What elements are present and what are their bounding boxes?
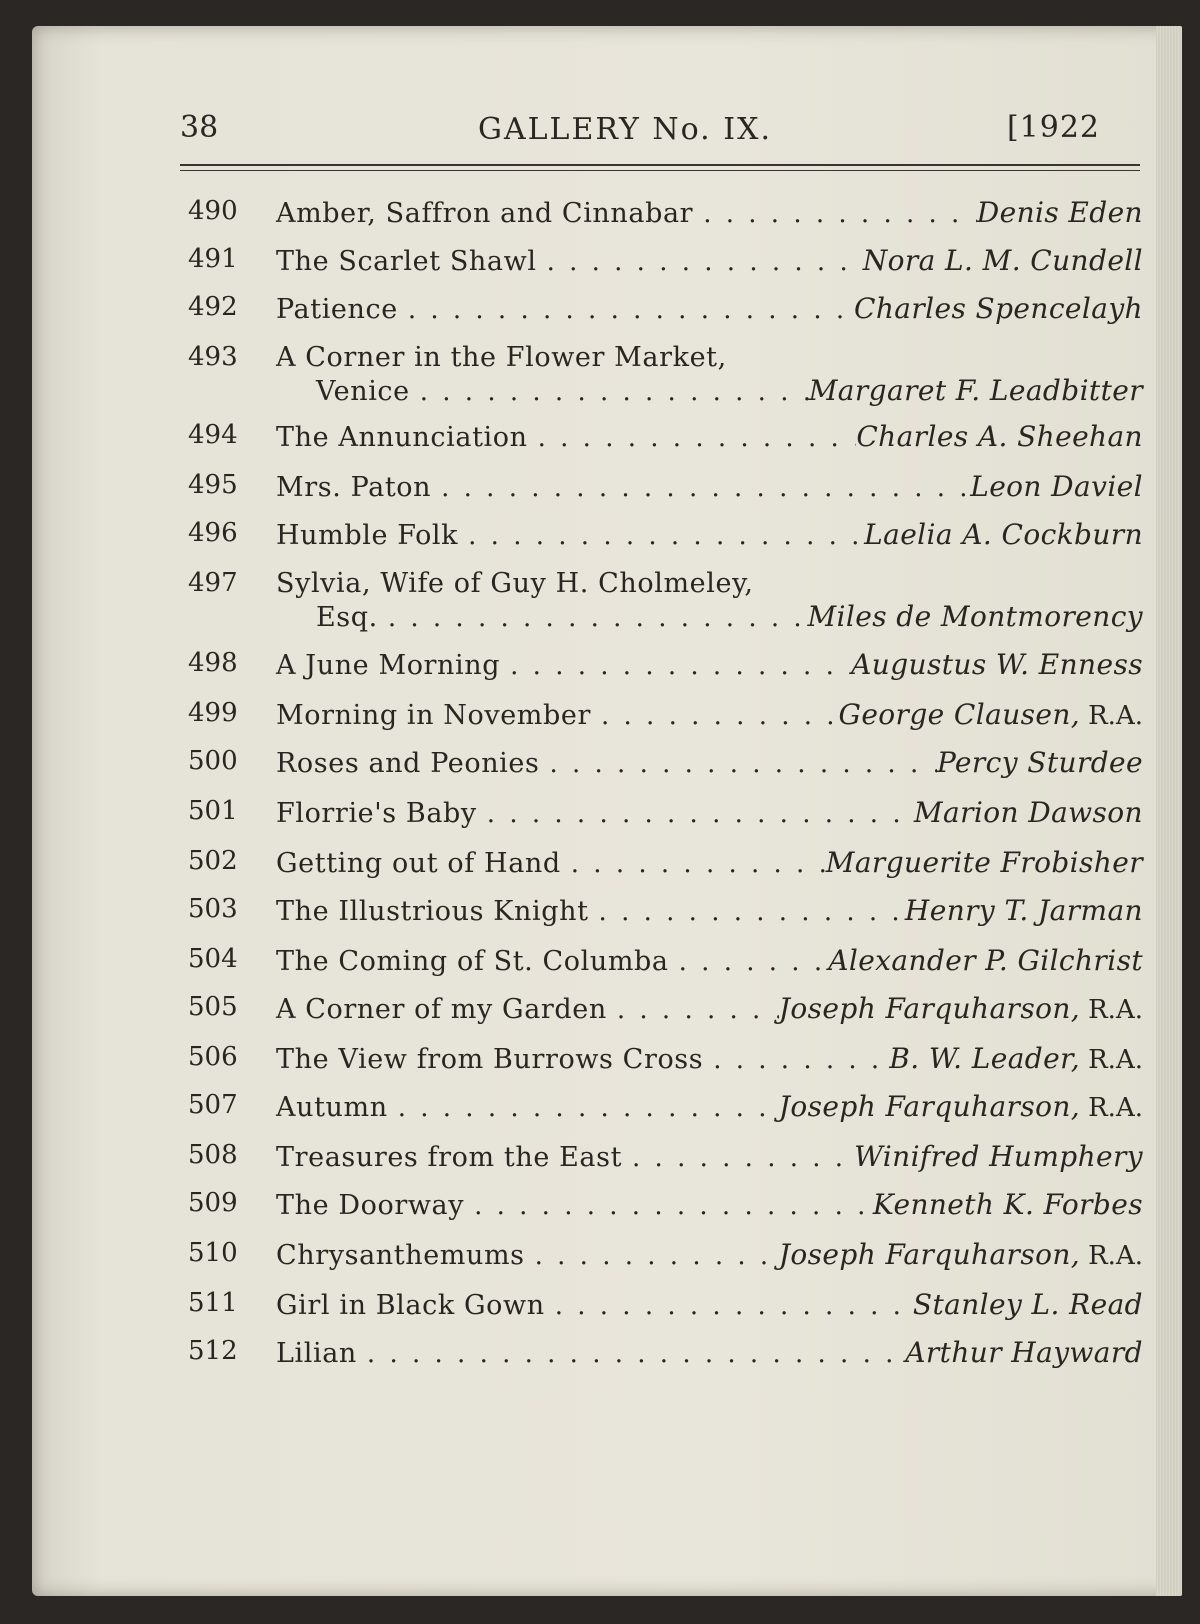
entry-artist: Kenneth K. Forbes [872,1188,1143,1221]
leader-dots [431,473,970,503]
entry-line [276,1288,1143,1328]
catalogue-entry [188,846,1143,886]
entry-title: The Annunciation [276,422,528,453]
entry-line [276,1140,1143,1180]
entry-number: 504 [188,944,238,974]
catalogue-entry [188,1042,1143,1082]
entry-artist: Margaret F. Leadbitter [808,374,1143,407]
entry-artist: Augustus W. Enness [851,648,1143,681]
artist-honour: R.A. [1088,1045,1143,1075]
entry-number: 501 [188,796,238,826]
page-number: 38 [180,110,219,145]
artist-honour: R.A. [1088,1241,1143,1271]
catalogue-entry [188,1090,1143,1130]
catalogue-entry [188,568,1143,633]
catalogue-entry [188,1336,1143,1376]
leader-dots [561,849,826,879]
leader-dots [398,295,854,325]
entry-number: 502 [188,846,238,876]
entry-title: Patience [276,294,398,325]
leader-dots [528,423,857,453]
entry-artist: Laelia A. Cockburn [864,518,1143,551]
entry-artist: Joseph Farquharson, [778,1090,1081,1123]
entry-artist: Percy Sturdee [936,746,1143,779]
entry-number: 491 [188,244,238,274]
entry-title: Roses and Peonies [276,748,540,779]
entry-title-continued: Esq. [316,602,378,633]
entry-title: The Scarlet Shawl [276,246,537,277]
entry-number: 505 [188,992,238,1022]
entry-title: Treasures from the East [276,1142,623,1173]
entry-line [276,470,1143,510]
catalogue-entry [188,1140,1143,1180]
entry-artist: B. W. Leader, [889,1042,1081,1075]
entry-title: Getting out of Hand [276,848,561,879]
leader-dots [537,247,863,277]
entry-artist: Charles A. Sheehan [856,420,1143,453]
entry-title: The Doorway [276,1190,465,1221]
entry-line [276,1336,1143,1376]
entry-artist: Arthur Hayward [905,1336,1143,1369]
entry-title: Humble Folk [276,520,459,551]
entry-number: 508 [188,1140,238,1170]
entry-title: Autumn [276,1092,388,1123]
entry-title: A June Morning [276,650,501,681]
entry-line [276,518,1143,558]
catalogue-entry [188,244,1143,284]
leader-dots [545,1291,913,1321]
entry-line [276,698,1143,738]
entry-line [276,992,1143,1032]
entry-artist: Joseph Farquharson, [778,1238,1081,1271]
entry-line [276,244,1143,284]
entry-artist: Leon Daviel [970,470,1143,503]
entry-title: Florrie's Baby [276,798,477,829]
entry-artist: Nora L. M. Cundell [862,244,1143,277]
entry-artist: George Clausen, [838,698,1081,731]
entry-line-continued [316,600,1143,640]
entry-title: A Corner of my Garden [276,994,607,1025]
catalogue-entry [188,342,1143,407]
catalogue-entry [188,1288,1143,1328]
entry-line [276,796,1143,836]
entry-number: 493 [188,342,238,372]
catalogue-entry [188,420,1143,460]
entry-title: Girl in Black Gown [276,1290,545,1321]
entry-number: 498 [188,648,238,678]
entry-line [276,420,1143,460]
catalogue-entry [188,746,1143,786]
entry-number: 499 [188,698,238,728]
catalogue-entry [188,698,1143,738]
catalogue-entry [188,648,1143,688]
catalogue-entry [188,1238,1143,1278]
entry-title: Amber, Saffron and Cinnabar [276,198,694,229]
catalogue-entry [188,1188,1143,1228]
entry-line [276,1090,1143,1130]
entry-title: The Illustrious Knight [276,896,589,927]
catalogue-entry [188,470,1143,510]
leader-dots [669,947,829,977]
leader-dots [622,1143,854,1173]
leader-dots [693,199,977,229]
entry-artist: Joseph Farquharson, [778,992,1081,1025]
entry-title: Morning in November [276,700,591,731]
entry-number: 511 [188,1288,238,1318]
entry-number: 507 [188,1090,238,1120]
entry-number: 490 [188,196,238,226]
leader-dots [591,701,839,731]
entry-artist: Alexander P. Gilchrist [828,944,1143,977]
entry-line [276,292,1143,332]
entry-line [276,1188,1143,1228]
entry-title-continued: Venice [316,376,410,407]
entry-artist: Stanley L. Read [912,1288,1143,1321]
entry-line [276,894,1143,934]
entry-title: Lilian [276,1338,357,1369]
entry-title: A Corner in the Flower Market, [276,342,727,373]
leader-dots [703,1045,889,1075]
entry-line [276,1042,1143,1082]
entry-artist: Denis Eden [976,196,1143,229]
entry-number: 492 [188,292,238,322]
leader-dots [378,603,808,633]
entry-title: Mrs. Paton [276,472,432,503]
entry-artist: Winifred Humphery [854,1140,1143,1173]
entry-artist: Marguerite Frobisher [825,846,1143,879]
leader-dots [458,521,864,551]
leader-dots [539,749,936,779]
entry-number: 495 [188,470,238,500]
leader-dots [477,799,914,829]
leader-dots [525,1241,779,1271]
entry-line [276,944,1143,984]
entry-title: The View from Burrows Cross [276,1044,704,1075]
entry-number: 510 [188,1238,238,1268]
year-label: [1922 [1006,110,1100,145]
leader-dots [388,1093,779,1123]
entry-number: 494 [188,420,238,450]
artist-honour: R.A. [1088,1093,1143,1123]
gallery-title: GALLERY No. IX. [478,112,772,147]
catalogue-entry [188,944,1143,984]
entry-artist: Charles Spencelayh [854,292,1143,325]
entry-number: 512 [188,1336,238,1366]
leader-dots [500,651,851,681]
leader-dots [410,377,809,407]
catalogue-entry [188,518,1143,558]
leader-dots [607,995,779,1025]
catalogue-entry [188,196,1143,236]
artist-honour: R.A. [1088,701,1143,731]
catalogue-entry [188,894,1143,934]
leader-dots [589,897,905,927]
entry-number: 497 [188,568,238,598]
entry-line [276,1238,1143,1278]
entry-line-continued [316,374,1143,414]
entry-line [276,648,1143,688]
artist-honour: R.A. [1088,995,1143,1025]
entry-artist: Henry T. Jarman [904,894,1143,927]
entry-title: The Coming of St. Columba [276,946,669,977]
entry-number: 506 [188,1042,238,1072]
catalogue-entry [188,796,1143,836]
entry-number: 503 [188,894,238,924]
entry-title: Sylvia, Wife of Guy H. Cholmeley, [276,568,754,599]
leader-dots [357,1339,905,1369]
entry-number: 496 [188,518,238,548]
entry-artist: Miles de Montmorency [807,600,1143,633]
catalogue-entry [188,992,1143,1032]
catalogue-entry [188,292,1143,332]
entry-number: 500 [188,746,238,776]
entry-title: Chrysanthemums [276,1240,525,1271]
entry-line [276,196,1143,236]
entry-line [276,746,1143,786]
entry-artist: Marion Dawson [913,796,1143,829]
entry-line [276,846,1143,886]
leader-dots [464,1191,873,1221]
entry-number: 509 [188,1188,238,1218]
